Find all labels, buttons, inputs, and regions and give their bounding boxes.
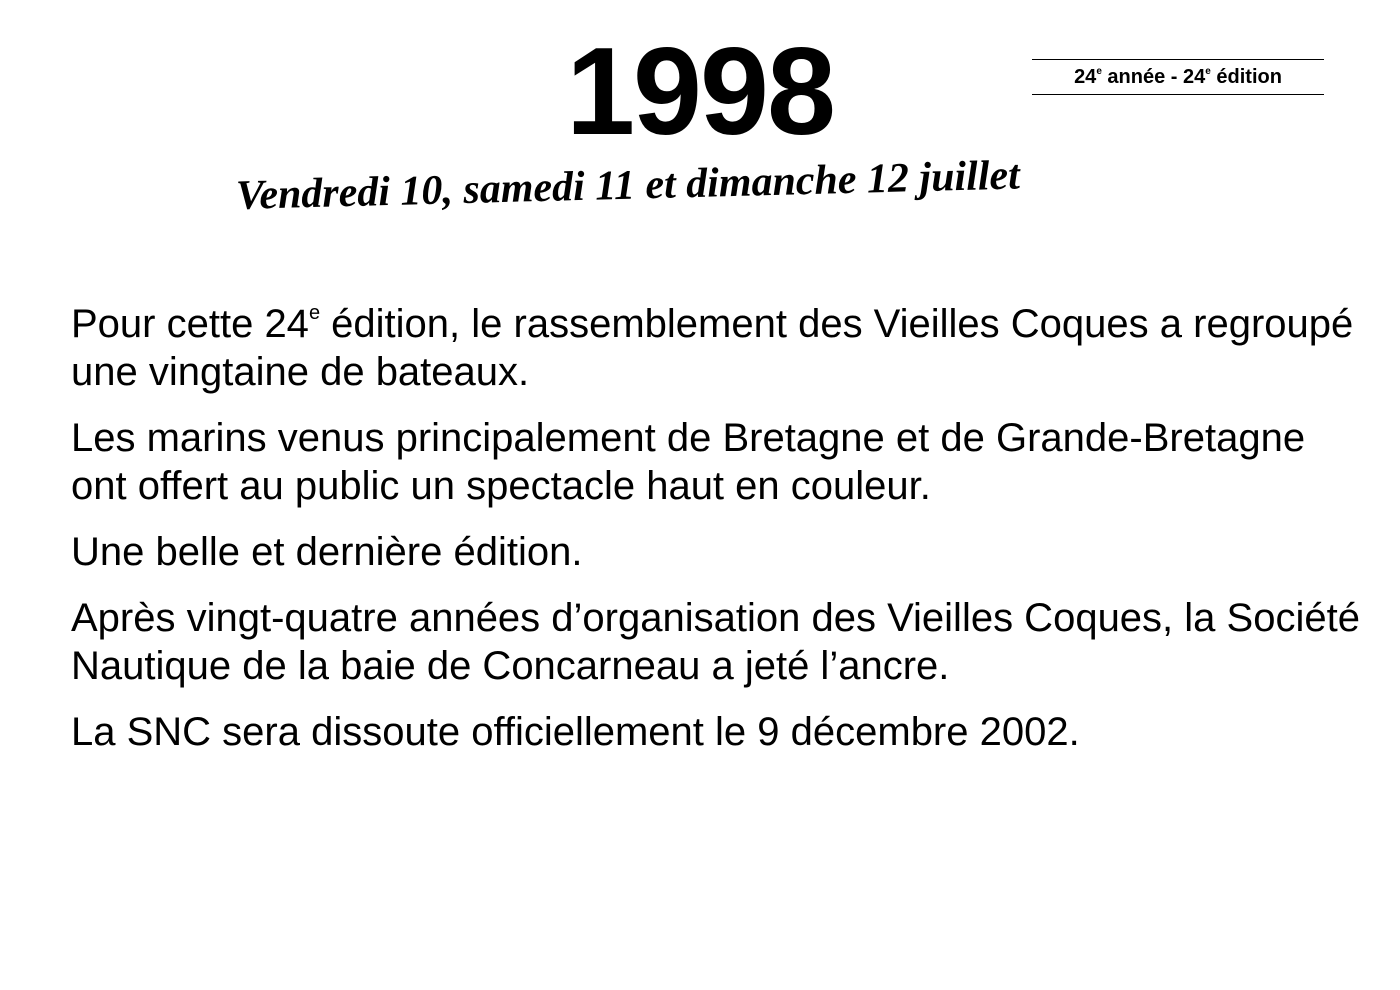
article-body (71, 300, 1361, 774)
paragraph-last-edition: Une belle et dernière édition. (71, 530, 583, 574)
edition-number-text: édition (1210, 66, 1282, 88)
edition-number-superscript: e (1205, 66, 1211, 77)
paragraph-participation-end: édition, le rassemblement des Vieilles Coques a regroupé une vingtaine de bateaux. (71, 302, 1354, 394)
edition-year-text: année - (1101, 66, 1184, 88)
event-dates: Vendredi 10, samedi 11 et dimanche 12 juillet (235, 152, 1021, 219)
paragraph-dissolution: La SNC sera dissoute officiellement le 9 décembre 2002. (71, 710, 1080, 754)
paragraph-sailors: Les marins venus principalement de Bretagne et de Grande-Bretagne ont offert au public un spectacle haut en couleur. (71, 416, 1306, 508)
edition-year-superscript: e (1096, 66, 1102, 77)
paragraph-participation-start: Pour cette 24 (71, 302, 309, 346)
edition-badge (1032, 59, 1324, 95)
edition-number-ordinal: 24 (1183, 66, 1206, 88)
paragraph-participation-superscript: e (308, 302, 321, 324)
paragraph-organisation: Après vingt-quatre années d’organisation des Vieilles Coques, la Société Nautique de la baie de Concarneau a jeté l’ancre. (71, 596, 1360, 688)
year-title: 1998 (566, 23, 834, 161)
edition-year-ordinal: 24 (1074, 66, 1097, 88)
paragraph-participation (71, 300, 1361, 396)
